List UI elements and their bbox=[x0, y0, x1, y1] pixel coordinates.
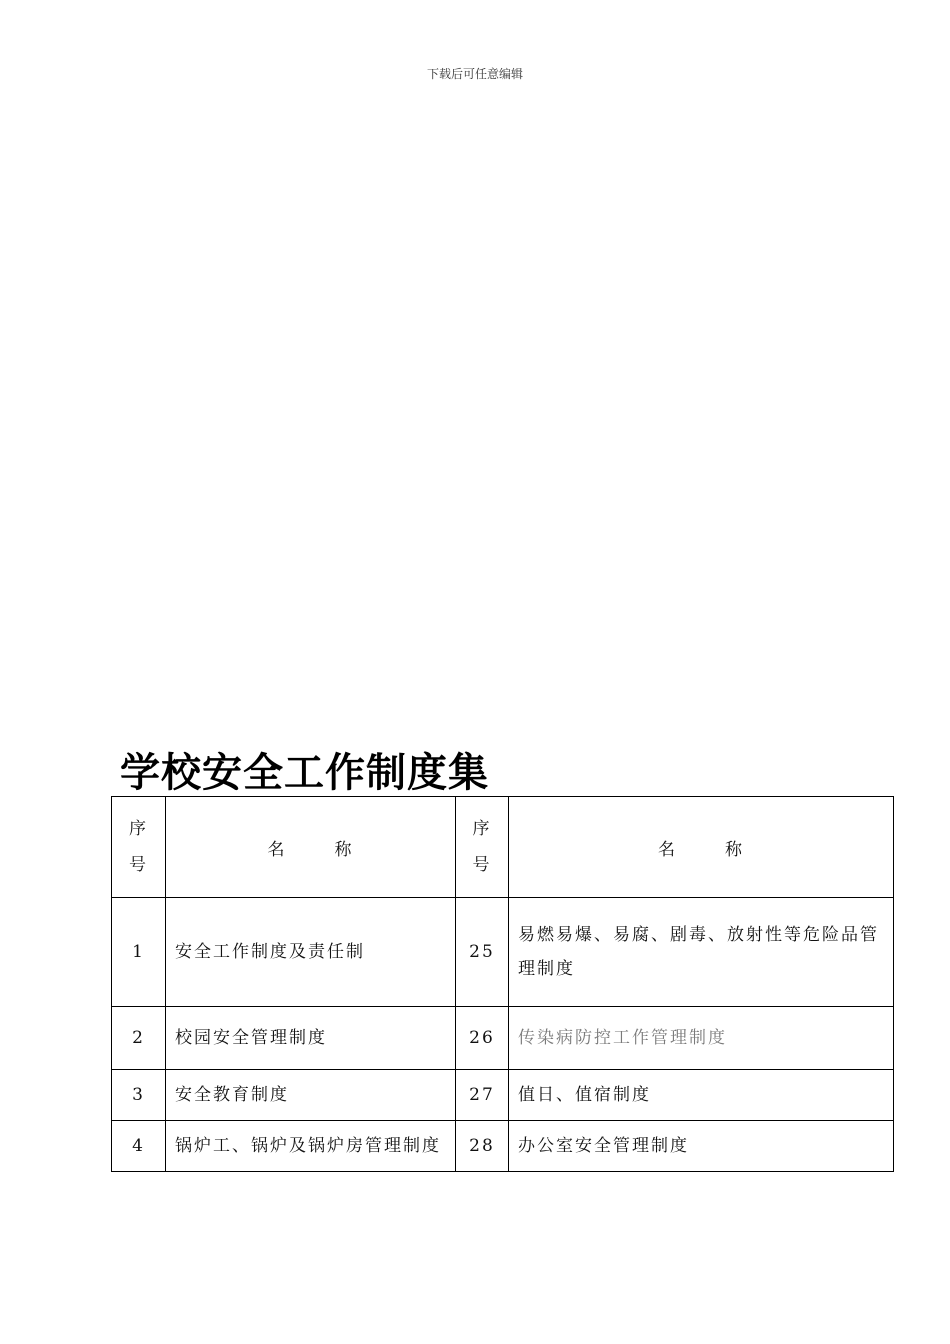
row-number-left: 3 bbox=[112, 1070, 166, 1121]
header-name-char-2: 称 bbox=[725, 839, 744, 860]
header-seq-char-2: 号 bbox=[129, 855, 148, 875]
table-row bbox=[112, 898, 894, 1007]
regulation-name-left: 校园安全管理制度 bbox=[166, 1007, 456, 1070]
table-row bbox=[112, 1121, 894, 1172]
row-number-left: 2 bbox=[112, 1007, 166, 1070]
regulations-index-table bbox=[111, 796, 894, 1172]
table-header-row bbox=[112, 797, 894, 898]
row-number-left: 4 bbox=[112, 1121, 166, 1172]
header-seq-char-1: 序 bbox=[472, 819, 492, 839]
document-title: 学校安全工作制度集 bbox=[120, 750, 489, 796]
column-header-name-right bbox=[509, 797, 894, 898]
table-row bbox=[112, 1070, 894, 1121]
regulation-name-left: 安全教育制度 bbox=[166, 1070, 456, 1121]
regulation-name-left: 安全工作制度及责任制 bbox=[166, 898, 456, 1007]
row-number-right: 26 bbox=[456, 1007, 509, 1070]
row-number-right: 28 bbox=[456, 1121, 509, 1172]
page-header-note: 下载后可任意编辑 bbox=[426, 67, 523, 81]
header-seq-char-1: 序 bbox=[129, 819, 148, 839]
row-number-right: 27 bbox=[456, 1070, 509, 1121]
regulation-name-right: 易燃易爆、易腐、剧毒、放射性等危险品管理制度 bbox=[509, 898, 894, 1007]
column-header-name-left bbox=[166, 797, 456, 898]
header-name-char-1: 名 bbox=[658, 839, 677, 860]
header-seq-char-2: 号 bbox=[472, 855, 492, 875]
row-number-left: 1 bbox=[112, 898, 166, 1007]
header-name-char-1: 名 bbox=[267, 839, 287, 860]
column-header-seq-left bbox=[112, 797, 166, 898]
regulation-name-left: 锅炉工、锅炉及锅炉房管理制度 bbox=[166, 1121, 456, 1172]
row-number-right: 25 bbox=[456, 898, 509, 1007]
regulation-name-right: 传染病防控工作管理制度 bbox=[509, 1007, 894, 1070]
regulation-name-right: 值日、值宿制度 bbox=[509, 1070, 894, 1121]
column-header-seq-right bbox=[456, 797, 509, 898]
header-name-char-2: 称 bbox=[334, 839, 354, 860]
regulation-name-right: 办公室安全管理制度 bbox=[509, 1121, 894, 1172]
table-row bbox=[112, 1007, 894, 1070]
